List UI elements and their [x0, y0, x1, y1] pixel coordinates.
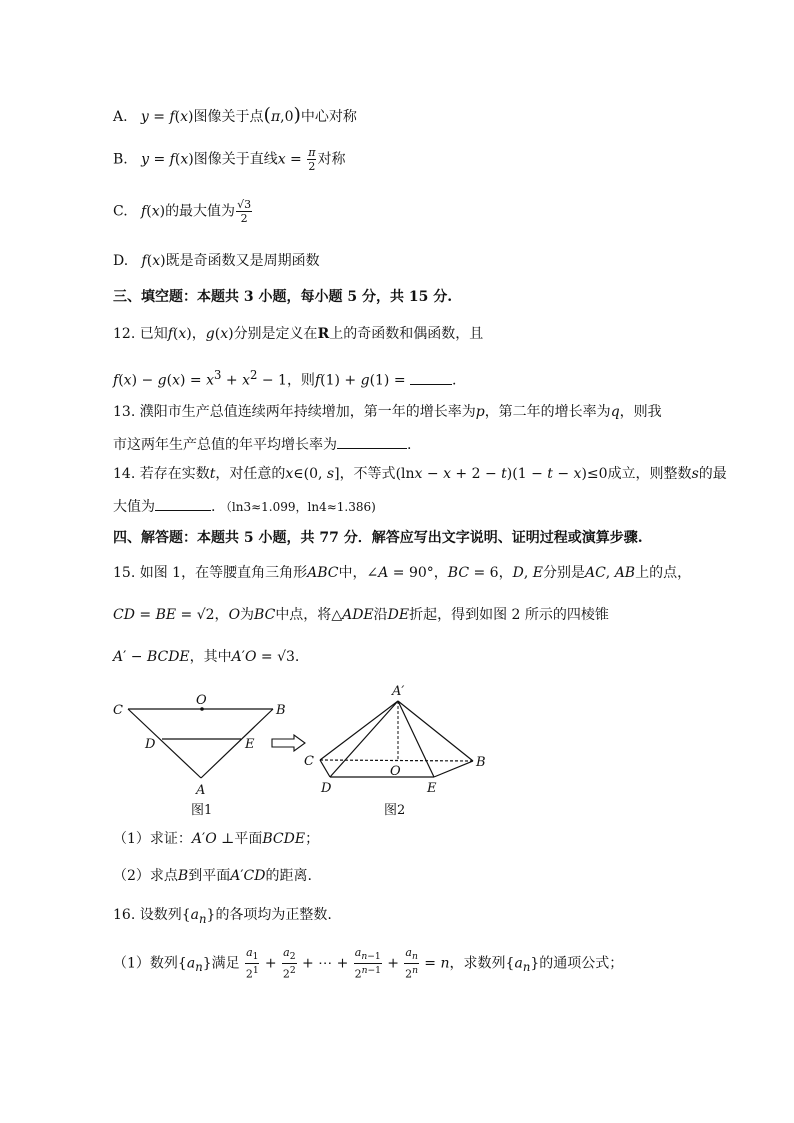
answer-blank-14 [155, 496, 211, 511]
question-15-line-3: A′ − BCDE，其中A′O = √3. [113, 649, 300, 665]
option-a-label: A. [113, 109, 128, 125]
fig1-label-b: B [276, 703, 286, 718]
option-b-label: B. [113, 151, 128, 168]
fig1-segment-ba [201, 709, 273, 778]
section-3-heading: 三、填空题：本题共 3 小题，每小题 5 分，共 15 分. [113, 289, 453, 305]
fig2-edge-cb [320, 760, 473, 761]
figure-2-pyramid [295, 680, 500, 822]
option-c-label: C. [113, 203, 128, 220]
fig1-label-o: O [196, 693, 207, 708]
question-14-line-1: 14. 若存在实数t，对任意的x∈(0, s]，不等式(lnx − x + 2 − t)(1 − t − x)≤0成立，则整数s的最 [113, 466, 727, 482]
fig2-label-b: B [476, 755, 486, 770]
answer-blank-13 [337, 434, 407, 449]
fig2-edge-ad [330, 701, 398, 777]
answer-blank-12 [410, 370, 452, 385]
option-d-label: D. [113, 253, 129, 269]
fig2-edge-cd [320, 760, 330, 777]
fig2-edge-ae [398, 701, 434, 777]
question-16-part-1: （1）数列$\{a_n\}$满足 $\frac{a_1}{2^1}$ + $\frac{a_2}{2^2}$ + ⋯ + $\frac{a_{n-1}}{2^{n-1}}$ + $\frac{a_n}{2^n}$ = n，求数列$\{a_n\}$的通项公式； [113, 946, 624, 981]
fig1-label-e: E [245, 737, 255, 752]
question-15-part-2: （2）求点B到平面A′CD的距离. [113, 868, 312, 884]
question-12-line-2: $f(x) - g(x) = x^3 + x^2 - 1$，则f(1) + g(1) = . [113, 368, 457, 389]
fig1-segment-ca [128, 709, 201, 778]
fig1-label-d: D [145, 737, 156, 752]
option-d: D. f(x)既是奇函数又是周期函数 [113, 253, 320, 269]
fig2-label-a: A′ [392, 684, 405, 699]
section-4-heading: 四、解答题：本题共 5 小题，共 77 分．解答应写出文字说明、证明过程或演算步骤. [113, 530, 643, 546]
question-14-line-2: 大值为 . （ln3≈1.099，ln4≈1.386) [113, 496, 376, 517]
fig2-label-d: D [321, 781, 332, 796]
fig1-label-a: A [196, 783, 206, 798]
question-15-line-2: CD = BE = √2，O为BC中点，将△ADE沿DE折起，得到如图 2 所示的四棱锥 [113, 607, 609, 623]
figure-1-triangle [105, 690, 295, 822]
fig2-label-o: O [390, 764, 401, 779]
question-16-intro: 16. 设数列$\{a_n\}$的各项均为正整数. [113, 907, 332, 926]
fig2-edge-eb [434, 761, 473, 777]
fig2-edge-ab [398, 701, 473, 761]
option-c: C. f(x)的最大值为 $\frac{√3}{2}$ [113, 198, 252, 225]
fig1-caption: 图1 [191, 803, 213, 818]
fraction-pi-over-2: $\frac{\pi}{2}$ [308, 146, 316, 173]
question-15-part-1: （1）求证：A′O ⊥平面BCDE； [113, 831, 320, 847]
option-b: B. y = f(x)图像关于直线x = $\frac{\pi}{2}$ 对称 [113, 146, 346, 173]
question-15-line-1: 15. 如图 1，在等腰直角三角形ABC中，∠A = 90°，BC = 6，D, E分别是AC, AB上的点， [113, 565, 692, 581]
fig2-edge-ac [320, 701, 398, 760]
fig2-label-e: E [427, 781, 437, 796]
fig2-label-c: C [304, 754, 314, 769]
option-a: A. y = f(x)图像关于点(π,0)中心对称 [113, 104, 357, 126]
fig2-caption: 图2 [384, 803, 406, 818]
question-13-line-1: 13. 濮阳市生产总值连续两年持续增加，第一年的增长率为p，第二年的增长率为q，则我 [113, 404, 662, 420]
question-12-line-1: 12. 已知f(x)，g(x)分别是定义在R上的奇函数和偶函数，且 [113, 326, 484, 342]
fraction-sqrt3-over-2: $\frac{√3}{2}$ [237, 198, 252, 225]
fig1-label-c: C [113, 703, 123, 718]
question-13-line-2: 市这两年生产总值的年平均增长率为 . [113, 434, 411, 455]
